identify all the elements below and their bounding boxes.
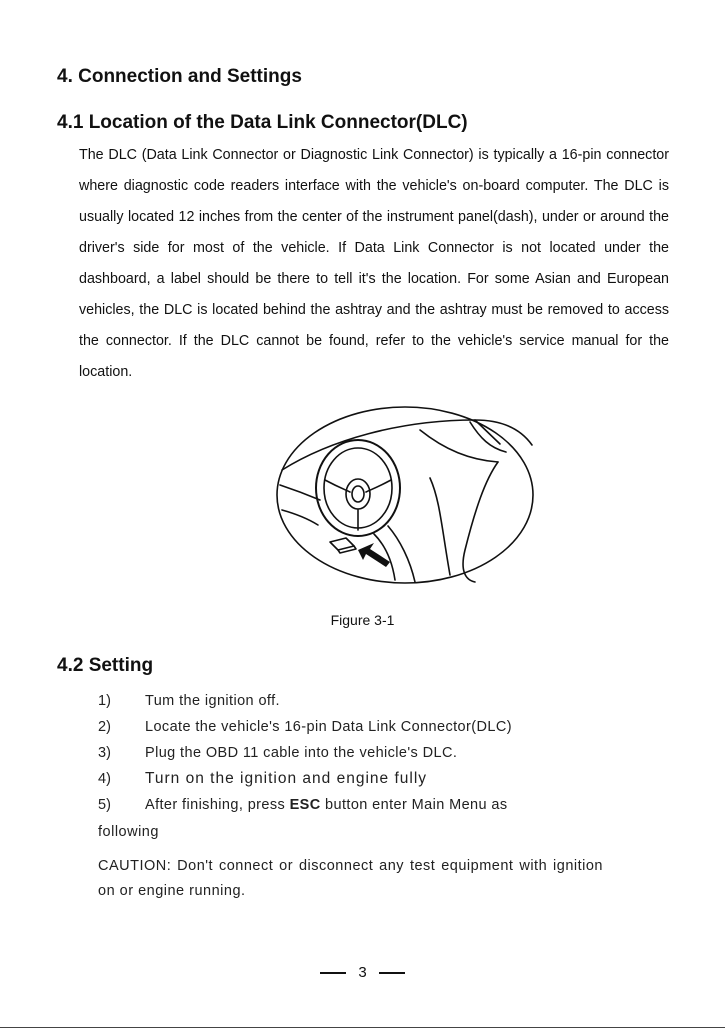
step-number: 3) bbox=[98, 745, 111, 761]
step-item bbox=[98, 792, 598, 818]
section-title: 4. Connection and Settings bbox=[57, 66, 302, 87]
figure-caption: Figure 3-1 bbox=[330, 612, 395, 628]
step-text: Locate the vehicle's 16-pin Data Link Connector(DLC) bbox=[145, 719, 512, 735]
step-text: Plug the OBD 11 cable into the vehicle's DLC. bbox=[145, 745, 458, 761]
step-continuation: following bbox=[98, 824, 159, 840]
step-number: 2) bbox=[98, 719, 111, 735]
step-text: Turn on the ignition and engine fully bbox=[145, 770, 428, 787]
subsection-title-setting: 4.2 Setting bbox=[57, 655, 154, 676]
step-text: Tum the ignition off. bbox=[145, 693, 280, 709]
step-item bbox=[98, 688, 598, 714]
dlc-location-paragraph: The DLC (Data Link Connector or Diagnostic Link Connector) is typically a 16-pin connector where diagnostic code readers interface with the vehicle's on-board computer. The DLC is usually located 12 inches from the center of the instrument panel(dash), under or around the driver's side for most of the vehicle. If Data Link Connector is not located under the dashboard, a label should be there to tell it's the location. For some Asian and European vehicles, the DLC is located behind the ashtray and the ashtray must be removed to access the connector. If the DLC cannot be found, refer to the vehicle's service manual for the location. bbox=[79, 147, 669, 380]
subsection-title-dlc-location: 4.1 Location of the Data Link Connector(DLC) bbox=[57, 112, 468, 133]
page-footer bbox=[0, 964, 725, 981]
step-item bbox=[98, 714, 598, 740]
esc-key-label: ESC bbox=[289, 797, 321, 813]
setting-steps-list bbox=[98, 688, 598, 818]
step-number: 5) bbox=[98, 797, 111, 813]
step-item bbox=[98, 766, 598, 792]
footer-dash-left bbox=[320, 972, 346, 974]
step-item bbox=[98, 740, 598, 766]
footer-dash-right bbox=[379, 972, 405, 974]
page-number: 3 bbox=[358, 964, 367, 981]
step-text-after: button enter Main Menu as bbox=[320, 797, 508, 813]
step-number: 1) bbox=[98, 693, 111, 709]
step-number: 4) bbox=[98, 771, 111, 787]
caution-note: CAUTION: Don't connect or disconnect any test equipment with ignition on or engine running. bbox=[98, 858, 603, 899]
step-text bbox=[145, 792, 508, 818]
page-bottom-rule bbox=[0, 1027, 725, 1028]
dlc-location-illustration bbox=[270, 400, 540, 590]
step-text-before: After finishing, press bbox=[145, 797, 290, 813]
